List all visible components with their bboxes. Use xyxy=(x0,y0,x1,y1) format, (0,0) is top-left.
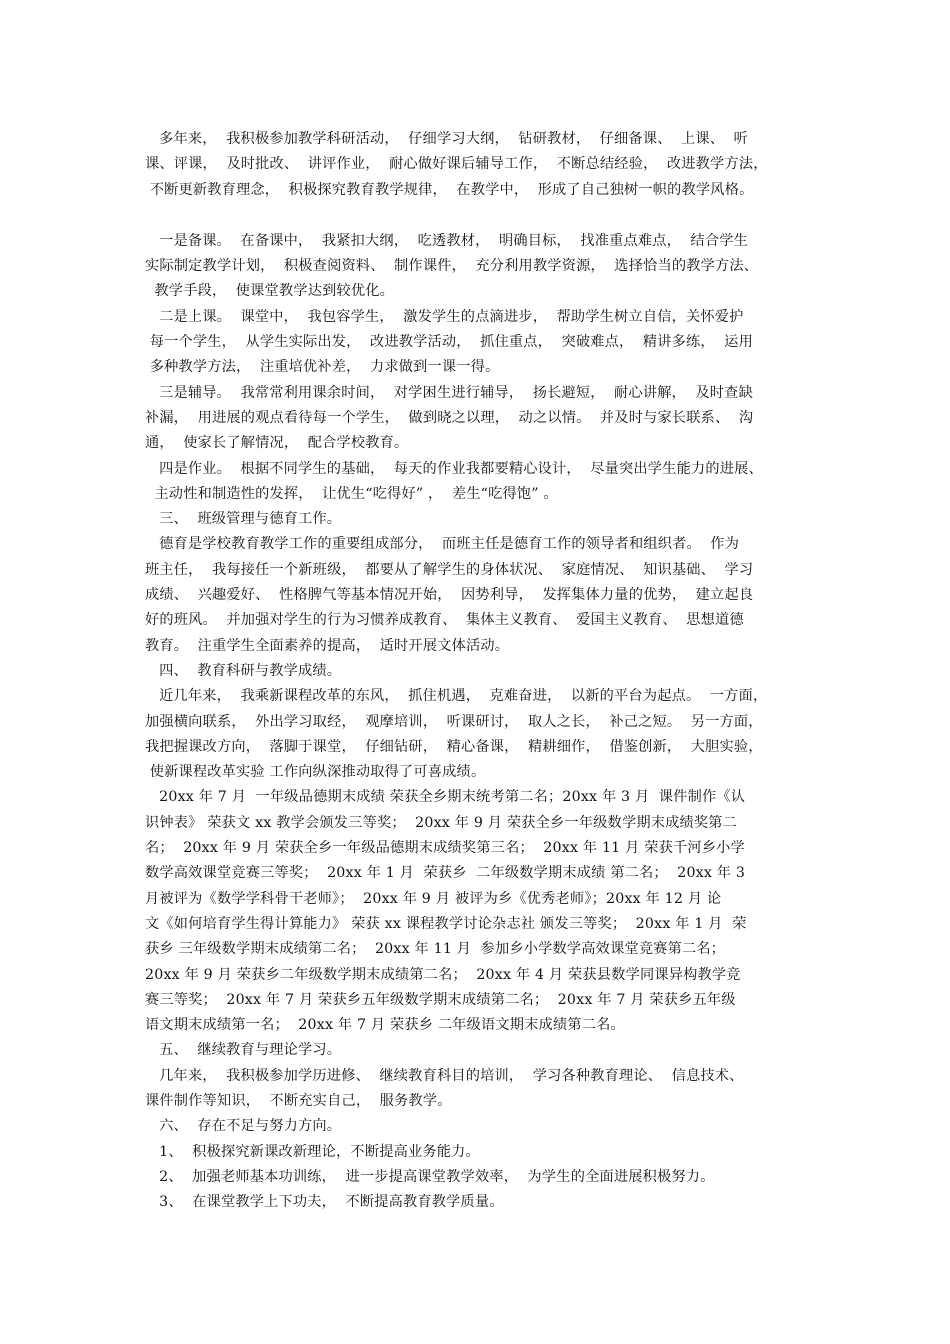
text-line: 实际制定教学计划， 积极查阅资料、 制作课件， 充分利用教学资源， 选择恰当的教学方法、 xyxy=(145,258,759,275)
text-line: 通， 使家长了解情况， 配合学校教育。 xyxy=(145,435,409,452)
paragraph xyxy=(145,457,825,508)
paragraph xyxy=(145,1038,825,1063)
text-line: 加强横向联系， 外出学习取经， 观摩培训， 听课研讨， 取人之长， 补己之短。 另一方面， xyxy=(145,713,763,730)
text-line: 三是辅导。 我常常利用课余时间， 对学困生进行辅导， 扬长避短， 耐心讲解， 及时查缺 xyxy=(145,384,753,401)
paragraph xyxy=(145,532,825,658)
text-line: 20xx 年 7 月 一年级品德期末成绩 荣获全乡期末统考第二名；20xx 年 3 月 课件制作《认 xyxy=(145,789,746,806)
text-line: 几年来， 我积极参加学历进修、 继续教育科目的培训， 学习各种教育理论、 信息技术、 xyxy=(145,1067,744,1084)
paragraph xyxy=(145,229,825,305)
text-line: 主动性和制造性的发挥， 让优生“吃得好” ， 差生“吃得饱” 。 xyxy=(145,485,558,502)
text-line: 三、 班级管理与德育工作。 xyxy=(145,511,342,528)
text-line: 3、 在课堂教学上下功夫， 不断提高教育教学质量。 xyxy=(145,1194,504,1211)
text-line: 获乡 三年级数学期末成绩第二名； 20xx 年 11 月 参加乡小学数学高效课堂竞赛第二名； xyxy=(145,941,726,958)
text-line: 补漏， 用进展的观点看待每一个学生， 做到晓之以理， 动之以情。 并及时与家长联系、 沟 xyxy=(145,409,754,426)
text-line: 2、 加强老师基本功训练， 进一步提高课堂教学效率， 为学生的全面进展积极努力。 xyxy=(145,1168,715,1185)
text-line: 20xx 年 9 月 荣获乡二年级数学期末成绩第二名； 20xx 年 4 月 荣获县数学同课异构教学竞 xyxy=(145,966,741,983)
text-line: 每一个学生， 从学生实际出发， 改进教学活动， 抓住重点， 突破难点， 精讲多练， 运用 xyxy=(145,334,753,351)
text-line: 近几年来， 我乘新课程改革的东风， 抓住机遇， 克难奋进， 以新的平台为起点。 一方面， xyxy=(145,688,768,705)
text-line: 1、 积极探究新课改新理论，不断提高业务能力。 xyxy=(145,1143,480,1160)
paragraph xyxy=(145,507,825,532)
text-line: 识钟表》 荣获文 xx 教学会颁发三等奖； 20xx 年 9 月 荣获全乡一年级数学期末成绩奖第二 xyxy=(145,814,738,831)
document-body xyxy=(145,127,825,1215)
text-line: 课、评课， 及时批改、 讲评作业， 耐心做好课后辅导工作， 不断总结经验， 改进教学方法， xyxy=(145,156,768,173)
text-line: 数学高效课堂竞赛三等奖； 20xx 年 1 月 荣获乡 二年级数学期末成绩 第二名； 20xx 年 3 xyxy=(145,865,746,882)
text-line: 二是上课。 课堂中， 我包容学生， 激发学生的点滴进步， 帮助学生树立自信，关怀爱护 xyxy=(145,308,744,325)
text-line: 课件制作等知识， 不断充实自己， 服务教学。 xyxy=(145,1092,452,1109)
text-line: 四是作业。 根据不同学生的基础， 每天的作业我都要精心设计， 尽量突出学生能力的进展、 xyxy=(145,460,763,477)
text-line: 德育是学校教育教学工作的重要组成部分， 而班主任是德育工作的领导者和组织者。 作为 xyxy=(145,536,740,553)
text-line: 好的班风。 并加强对学生的行为习惯养成教育、 集体主义教育、 爱国主义教育、 思想道德 xyxy=(145,612,744,629)
text-line: 教学手段， 使课堂教学达到较优化。 xyxy=(145,283,395,300)
text-line: 我把握课改方向， 落脚于课堂， 仔细钻研， 精心备课， 精耕细作， 借鉴创新， 大胆实验， xyxy=(145,738,763,755)
text-line: 教育。 注重学生全面素养的提高， 适时开展文体活动。 xyxy=(145,637,510,654)
paragraph xyxy=(145,1114,825,1139)
text-line: 多年来， 我积极参加教学科研活动， 仔细学习大纲， 钻研教材， 仔细备课、 上课、 听 xyxy=(145,131,748,147)
paragraph xyxy=(145,659,825,684)
text-line: 四、 教育科研与教学成绩。 xyxy=(145,662,342,679)
text-line: 文《如何培育学生得计算能力》 荣获 xx 课程教学讨论杂志社 颁发三等奖； 20xx 年 1 月 荣 xyxy=(145,915,747,932)
paragraph xyxy=(145,127,825,203)
paragraph xyxy=(145,1190,825,1215)
paragraph xyxy=(145,785,825,1038)
text-line: 一是备课。 在备课中， 我紧扣大纲， 吃透教材， 明确目标， 找准重点难点， 结合学生 xyxy=(145,232,748,249)
paragraph xyxy=(145,1064,825,1115)
text-line: 成绩、 兴趣爱好、 性格脾气等基本情况开始， 因势利导， 发挥集体力量的优势， 建立起良 xyxy=(145,587,754,604)
text-line: 月被评为《数学学科骨干老师》； 20xx 年 9 月 被评为乡《优秀老师》；20xx 年 12 月 论 xyxy=(145,890,722,907)
text-line: 名； 20xx 年 9 月 荣获全乡一年级品德期末成绩奖第三名； 20xx 年 11 月 荣获千河乡小学 xyxy=(145,840,745,857)
text-line: 语文期末成绩第一名； 20xx 年 7 月 荣获乡 二年级语文期末成绩第二名。 xyxy=(145,1017,625,1034)
text-line: 五、 继续教育与理论学习。 xyxy=(145,1042,342,1059)
text-line: 六、 存在不足与努力方向。 xyxy=(145,1118,342,1135)
text-line: 不断更新教育理念， 积极探究教育教学规律， 在教学中， 形成了自己独树一帜的教学风格。 xyxy=(145,181,754,198)
paragraph xyxy=(145,1140,825,1165)
text-line: 使新课程改革实验 工作向纵深推动取得了可喜成绩。 xyxy=(145,764,486,781)
text-line: 多种教学方法， 注重培优补差， 力求做到一课一得。 xyxy=(145,359,500,376)
paragraph-gap xyxy=(145,203,825,229)
paragraph xyxy=(145,1165,825,1190)
paragraph xyxy=(145,381,825,457)
paragraph xyxy=(145,305,825,381)
text-line: 赛三等奖； 20xx 年 7 月 荣获乡五年级数学期末成绩第二名； 20xx 年 7 月 荣获乡五年级 xyxy=(145,991,736,1008)
text-line: 班主任， 我每接任一个新班级， 都要从了解学生的身体状况、 家庭情况、 知识基础、 学习 xyxy=(145,561,754,578)
paragraph xyxy=(145,684,825,785)
